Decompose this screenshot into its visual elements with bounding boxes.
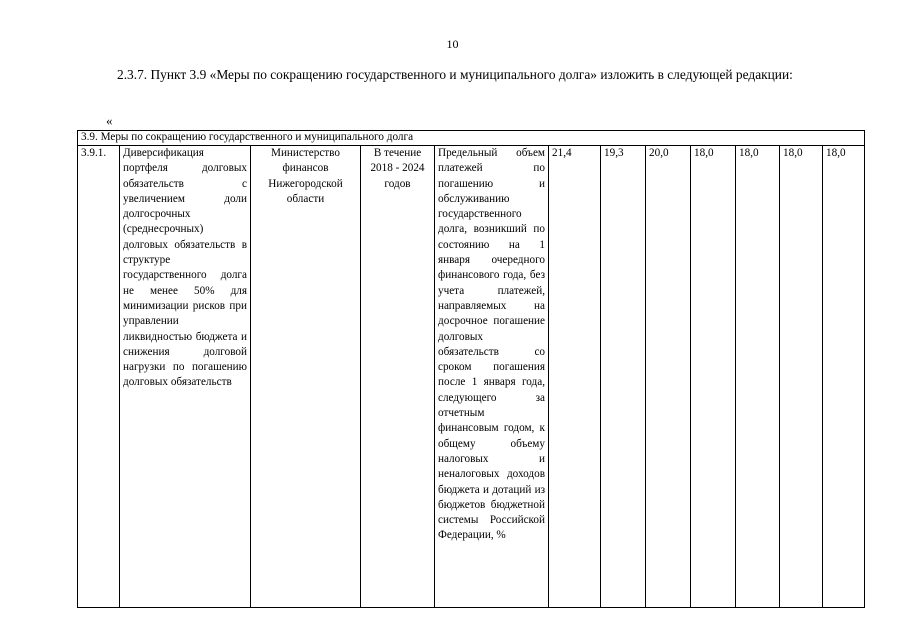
value-cell: 18,0 <box>780 146 823 608</box>
page-number: 10 <box>446 37 459 51</box>
value-cell: 18,0 <box>691 146 736 608</box>
indicator-cell: Предельный объем платежей по погашению и обслуживанию государственного долга, возникший по состоянию на 1 января очередного финансового года, без учета платежей, направляемых на досрочное погашение долговых обязательств со сроком погашения после 1 января года, следующего за отчетным финансовым годом, к общему объему налоговых и неналоговых доходов бюджета и дотаций из бюджетов бюджетной системы Российской Федерации, % <box>435 146 549 608</box>
row-number: 3.9.1. <box>78 146 120 608</box>
opening-quote: « <box>106 113 113 128</box>
value-cell: 19,3 <box>601 146 646 608</box>
period-cell: В течение 2018 - 2024 годов <box>361 146 435 608</box>
measures-table <box>77 130 865 608</box>
responsible-cell: Министерство финансов Нижегородской области <box>251 146 361 608</box>
table-row <box>78 146 865 608</box>
value-cell: 18,0 <box>823 146 865 608</box>
section-header-row <box>78 131 865 146</box>
intro-paragraph: 2.3.7. Пункт 3.9 «Меры по сокращению государственного и муниципального долга» изложить в следующей редакции: <box>117 67 793 82</box>
value-cell: 21,4 <box>549 146 601 608</box>
section-title: 3.9. Меры по сокращению государственного и муниципального долга <box>78 131 865 146</box>
measure-cell: Диверсификация портфеля долговых обязательств с увеличением доли долгосрочных (среднесрочных) долговых обязательств в структуре государственного долга не менее 50% для минимизации рисков при управлении ликвидностью бюджета и снижения долговой нагрузки по погашению долговых обязательств <box>120 146 251 608</box>
value-cell: 20,0 <box>646 146 691 608</box>
value-cell: 18,0 <box>736 146 780 608</box>
